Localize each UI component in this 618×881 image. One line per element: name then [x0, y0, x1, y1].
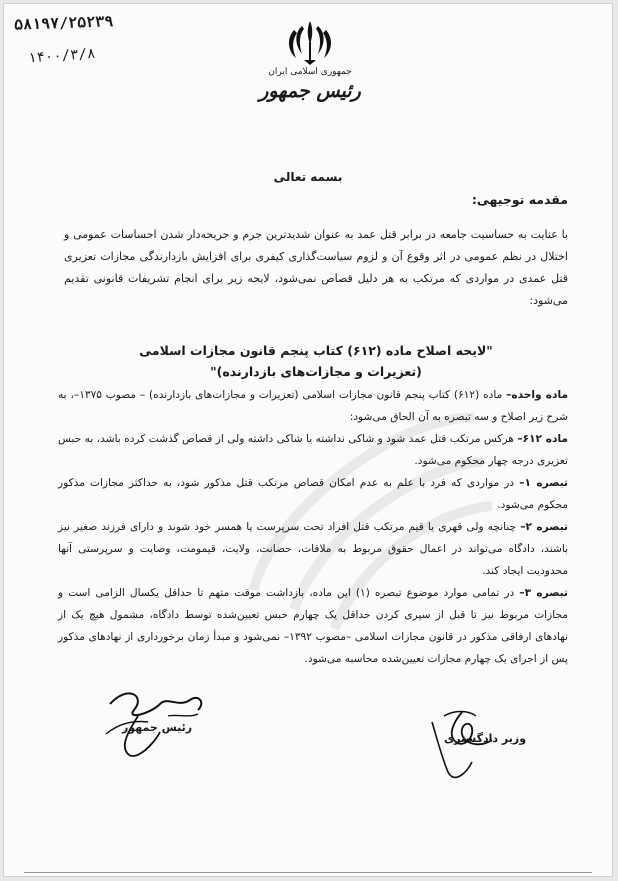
intro-text: با عنایت به حساسیت جامعه در برابر قتل عمد به عنوان شدیدترین جرم و جریحه‌دار شدن احساسات عمومی و اختلال در نظم عمومی در اثر وقوع آن و لزوم سیاست‌گذاری کیفری برای افزایش بازدارندگی مجازات تعزیری قتل عمدی در مواردی که مرتکب به هر دلیل قصاص نمی‌شود، لایحه زیر برای انجام تشریفات قانونی تقدیم می‌شود:: [64, 228, 568, 307]
note-2: [58, 516, 568, 582]
reference-number: ۵۸۱۹۷/۲۵۲۳۹: [13, 12, 114, 34]
single-article: [58, 384, 568, 428]
note-1-label: تبصره ۱–: [519, 477, 568, 489]
article-612: [58, 428, 568, 472]
article-612-label: ماده ۶۱۲–: [517, 433, 568, 445]
note-2-text: چنانچه ولی قهری یا قیم مرتکب قتل افراد تحت سرپرست یا همسر خود شوند و دارای فرزند صغیر نیز باشند، دادگاه می‌تواند در اعمال حقوق مربوط به ملاقات، حضانت، ولایت، قیمومت، وصایت و سرپرستی آنها محدودیت ایجاد کند.: [58, 521, 568, 577]
bill-title-line-2: (تعزیرات و مجازات‌های بازدارنده)": [210, 364, 422, 379]
bill-title-line-1: "لایحه اصلاح ماده (۶۱۲) کتاب پنجم قانون مجازات اسلامی: [139, 343, 493, 358]
single-article-text: ماده (۶۱۲) کتاب پنجم قانون مجازات اسلامی (تعزیرات و مجازات‌های بازدارنده) – مصوب ۱۳۷۵–، به شرح زیر اصلاح و سه تبصره به آن الحاق می‌شود:: [58, 389, 568, 423]
note-3: [58, 582, 568, 670]
office-line: جمهوری اسلامی ایران: [268, 67, 352, 77]
date-stamp: ۱۴۰۰/۳/۸: [27, 45, 96, 67]
intro-heading: مقدمه توجیهی:: [471, 192, 568, 207]
note-3-label: تبصره ۳–: [519, 587, 568, 599]
note-1: [58, 472, 568, 516]
bill-body: [58, 384, 568, 670]
invocation: بسمه تعالی: [273, 170, 343, 184]
justice-minister-signature-icon: [402, 702, 532, 792]
single-article-label: ماده واحده–: [506, 389, 569, 401]
document-page: [4, 4, 612, 876]
president-title: رئیس جمهور: [122, 721, 193, 734]
note-3-text: در تمامی موارد موضوع تبصره (۱) این ماده، بازداشت موقت متهم تا حداقل یکسال الزامی است و مجازات مربوط نیز تا قبل از سپری کردن حداقل یک چهارم حبس تعیین‌شده توسط دادگاه، مشمول هیچ یک از نهادهای ارفاقی مذکور در قانون مجازات اسلامی –مصوب ۱۳۹۲– نمی‌شود و مبدأ زمان برخورداری از نهادهای مذکور پس از اجرای یک چهارم مجازات تعیین‌شده محاسبه می‌شود.: [58, 587, 568, 665]
footer-rule: [24, 872, 592, 873]
bill-title: [64, 340, 568, 382]
article-612-text: هرکس مرتکب قتل عمد شود و شاکی نداشته یا شاکی داشته ولی از قصاص گذشت کرده باشد، به حبس تعزیری درجه چهار محکوم می‌شود.: [58, 433, 568, 467]
president-office-name: رئیس جمهور: [259, 80, 361, 102]
iran-emblem-icon: [280, 18, 340, 66]
note-2-label: تبصره ۲–: [520, 521, 568, 533]
note-1-text: در مواردی که فرد با علم به عدم امکان قصاص مرتکب قتل مذکور شود، به حداکثر مجازات مذکور محکوم می‌شود.: [58, 477, 568, 511]
intro-paragraph: [64, 224, 568, 312]
justice-minister-title: وزیر دادگستری: [444, 732, 527, 745]
